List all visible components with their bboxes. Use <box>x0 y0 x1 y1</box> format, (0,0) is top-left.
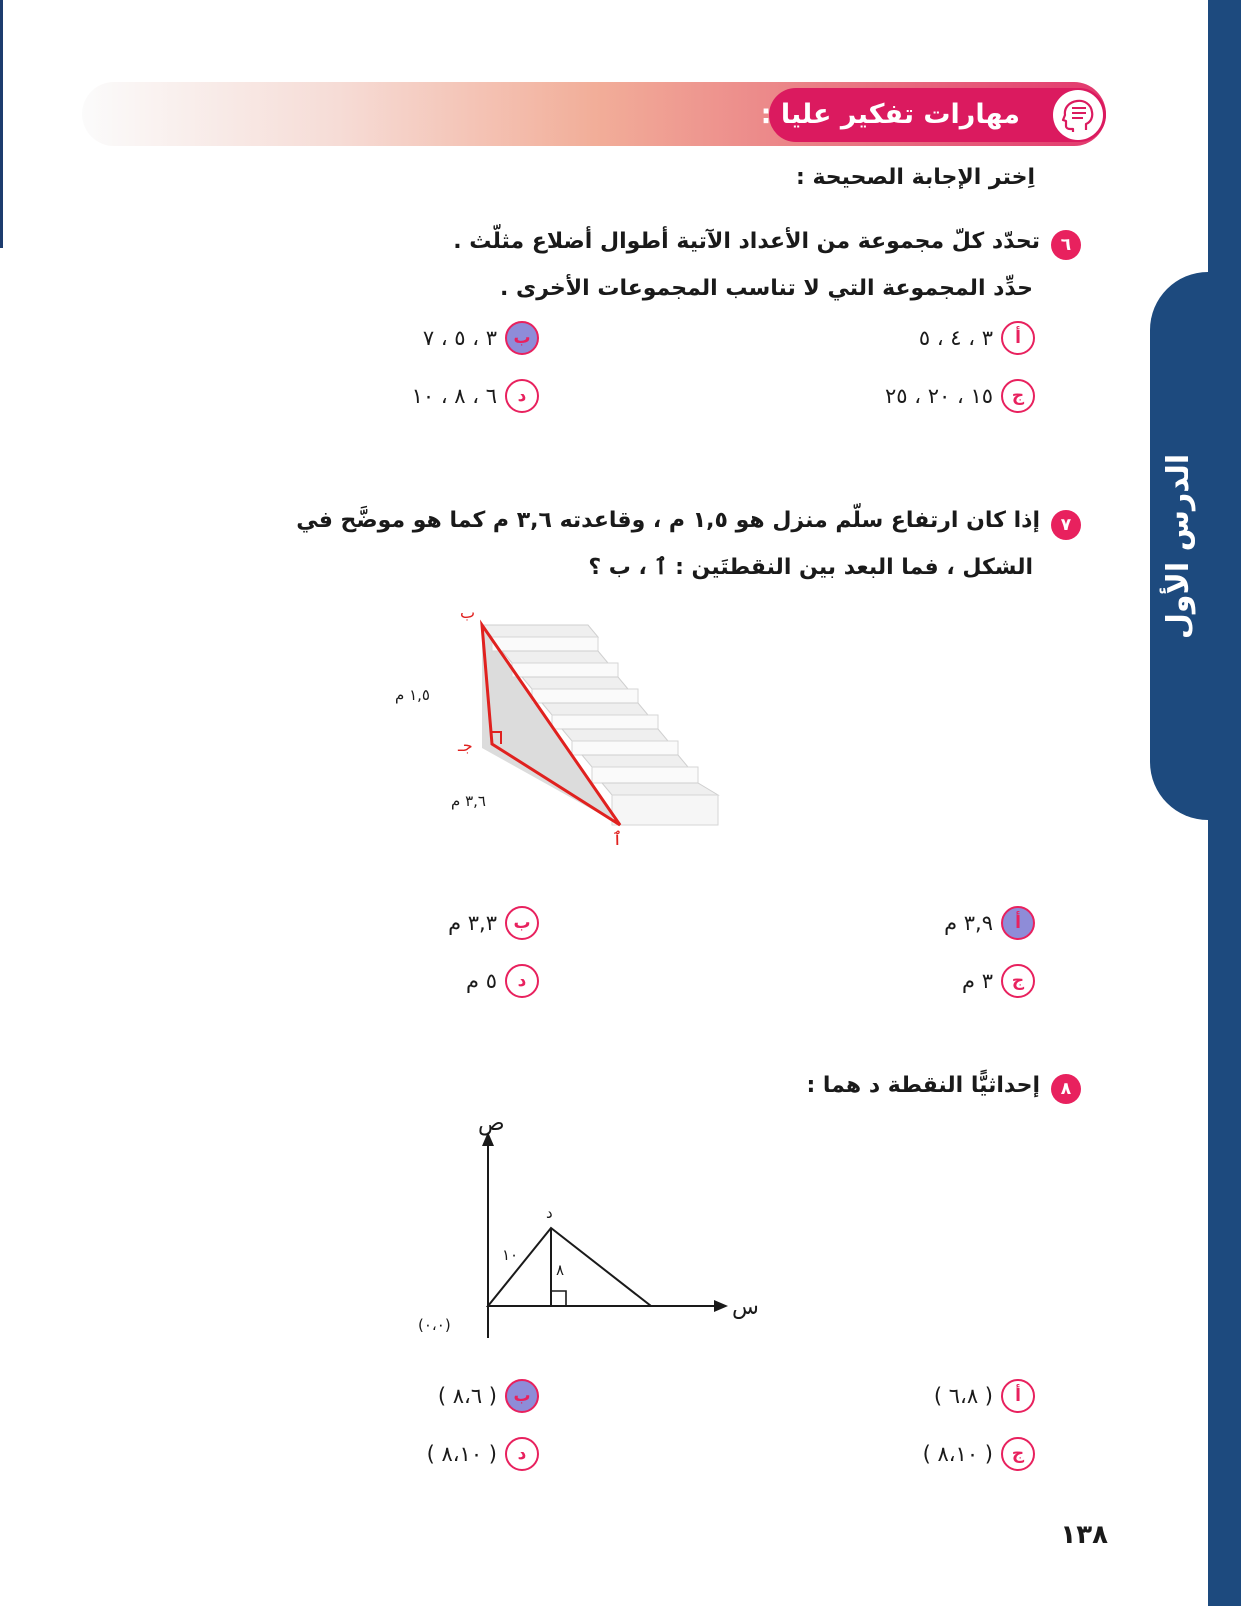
q7-option-a[interactable] <box>944 906 1035 940</box>
coordinate-figure <box>400 1110 780 1350</box>
question-8-number: ٨ <box>1051 1074 1081 1104</box>
q8-option-b[interactable] <box>438 1379 539 1413</box>
point-j-label: جـ <box>458 736 473 755</box>
q6-option-a-letter: أ <box>1001 321 1035 355</box>
q8-option-d-letter: د <box>505 1437 539 1471</box>
q7-option-d-text: ٥ م <box>466 969 497 993</box>
question-7-number: ٧ <box>1051 510 1081 540</box>
q6-option-d[interactable] <box>412 379 539 413</box>
left-edge-bar <box>0 0 3 248</box>
q6-option-b[interactable] <box>423 321 539 355</box>
q7-option-c[interactable] <box>962 964 1035 998</box>
triangle <box>488 1228 651 1306</box>
x-axis-label: س <box>732 1295 759 1320</box>
point-a-label: ٱ <box>612 829 623 850</box>
q8-option-c-text: ( ٨،١٠ ) <box>922 1442 993 1466</box>
q7-option-b-letter: ب <box>505 906 539 940</box>
q8-option-d-text: ( ٨،١٠ ) <box>426 1442 497 1466</box>
banner-pill <box>760 88 1106 142</box>
q7-option-a-letter: أ <box>1001 906 1035 940</box>
staircase-figure <box>395 600 750 860</box>
q6-option-c-text: ١٥ ، ٢٠ ، ٢٥ <box>885 384 993 408</box>
q8-option-a[interactable] <box>934 1379 1035 1413</box>
question-6-line-1: تحدّد كلّ مجموعة من الأعداد الآتية أطوال أضلاع مثلّث . <box>453 229 1040 254</box>
thinking-head-icon <box>1053 90 1103 140</box>
question-6-line-2: حدِّد المجموعة التي لا تناسب المجموعات الأخرى . <box>500 276 1033 301</box>
right-edge-bar <box>1208 0 1241 1606</box>
q7-option-d[interactable] <box>466 964 539 998</box>
q8-option-b-letter: ب <box>505 1379 539 1413</box>
instruction-text: اِختر الإجابة الصحيحة : <box>796 165 1035 190</box>
q8-option-c-letter: ج <box>1001 1437 1035 1471</box>
question-6-number: ٦ <box>1051 230 1081 260</box>
q6-option-d-letter: د <box>505 379 539 413</box>
q6-option-a-text: ٣ ، ٤ ، ٥ <box>918 326 993 350</box>
question-7-line-2: الشكل ، فما البعد بين النقطتَين : ٱ ، ب ؟ <box>588 555 1033 580</box>
q8-option-a-text: ( ٦،٨ ) <box>933 1384 993 1408</box>
base-label: ٣,٦ م <box>451 792 486 810</box>
question-7-line-1: إذا كان ارتفاع سلّم منزل هو ١,٥ م ، وقاعدته ٣,٦ م كما هو موضَّح في <box>296 508 1040 533</box>
x-axis-arrow <box>714 1300 728 1312</box>
point-d-label: د <box>546 1204 553 1222</box>
q7-option-a-text: ٣,٩ م <box>944 911 993 935</box>
q7-option-c-text: ٣ م <box>962 969 993 993</box>
lesson-tab-label: الدرس الأول <box>1161 453 1197 639</box>
q8-option-a-letter: أ <box>1001 1379 1035 1413</box>
q6-option-b-text: ٣ ، ٥ ، ٧ <box>422 326 497 350</box>
q8-option-c[interactable] <box>923 1437 1035 1471</box>
q6-option-a[interactable] <box>919 321 1035 355</box>
hypotenuse-label: ١٠ <box>502 1246 519 1264</box>
q8-option-b-text: ( ٨،٦ ) <box>437 1384 497 1408</box>
height-label: ٨ <box>556 1261 565 1279</box>
y-axis-label: ص <box>478 1111 505 1136</box>
q8-option-d[interactable] <box>427 1437 539 1471</box>
origin-label: (٠،٠) <box>418 1316 451 1334</box>
q6-option-c-letter: ج <box>1001 379 1035 413</box>
q6-option-c[interactable] <box>885 379 1035 413</box>
page-number: ١٣٨ <box>1060 1520 1108 1550</box>
height-label: ١,٥ م <box>395 686 430 704</box>
q6-option-b-letter: ب <box>505 321 539 355</box>
point-b-label: ب <box>460 603 476 622</box>
q7-option-c-letter: ج <box>1001 964 1035 998</box>
lesson-tab <box>1150 272 1208 820</box>
right-angle-mark <box>551 1291 566 1306</box>
banner-title: مهارات تفكير عليا : <box>760 99 1020 130</box>
q7-option-d-letter: د <box>505 964 539 998</box>
q6-option-d-text: ٦ ، ٨ ، ١٠ <box>411 384 497 408</box>
q7-option-b[interactable] <box>448 906 539 940</box>
q7-option-b-text: ٣,٣ م <box>448 911 497 935</box>
question-8-line-1: إحداثيًّا النقطة د هما : <box>806 1073 1040 1098</box>
